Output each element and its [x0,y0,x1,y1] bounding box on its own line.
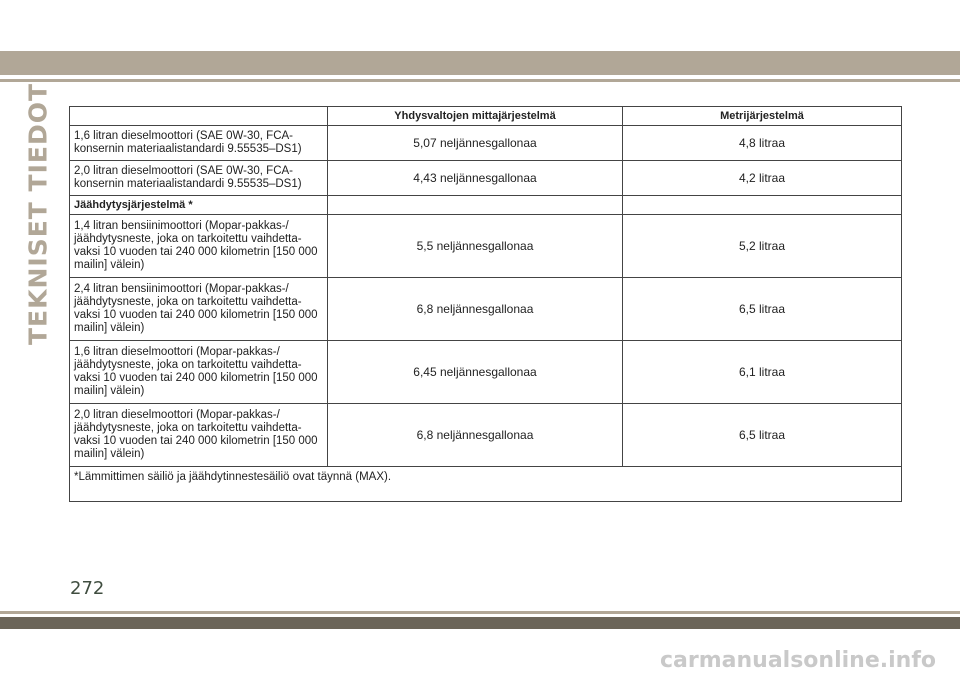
table-row [70,278,902,341]
row-label: 1,6 litran dieselmoottori (Mopar-pakkas-/ jäähdytysneste, joka on tarkoitettu vaihdetta-vaksi 10 vuoden tai 240 000 kilometrin [150 000 mailin] välein) [70,341,328,404]
bottom-decor-line [0,611,960,614]
table-row [70,215,902,278]
section-title: Jäähdytysjärjestelmä * [70,196,328,215]
row-us-value: 5,07 neljännesgallonaa [328,126,623,161]
page-number: 272 [70,578,105,599]
table-row [70,341,902,404]
header-us-system: Yhdysvaltojen mittajärjestelmä [328,107,623,126]
header-empty [70,107,328,126]
row-us-value: 6,45 neljännesgallonaa [328,341,623,404]
row-metric-value: 6,5 litraa [623,404,902,467]
row-label: 2,4 litran bensiinimoottori (Mopar-pakkas-/ jäähdytysneste, joka on tarkoitettu vaihdetta-vaksi 10 vuoden tai 240 000 kilometrin [150 000 mailin] välein) [70,278,328,341]
section-header-row [70,196,902,215]
row-us-value: 5,5 neljännesgallonaa [328,215,623,278]
capacity-table [69,106,902,502]
row-label: 2,0 litran dieselmoottori (Mopar-pakkas-/ jäähdytysneste, joka on tarkoitettu vaihdetta-vaksi 10 vuoden tai 240 000 kilometrin [150 000 mailin] välein) [70,404,328,467]
table-footnote: *Lämmittimen säiliö ja jäähdytinnestesäiliö ovat täynnä (MAX). [70,467,902,502]
table-row [70,404,902,467]
table-row [70,126,902,161]
header-metric-system: Metrijärjestelmä [623,107,902,126]
table-header-row [70,107,902,126]
row-us-value: 6,8 neljännesgallonaa [328,404,623,467]
watermark: carmanualsonline.info [660,648,936,673]
section-side-title: TEKNISET TIEDOT [23,82,53,346]
row-label: 1,4 litran bensiinimoottori (Mopar-pakkas-/ jäähdytysneste, joka on tarkoitettu vaihdetta-vaksi 10 vuoden tai 240 000 kilometrin [150 000 mailin] välein) [70,215,328,278]
row-us-value: 6,8 neljännesgallonaa [328,278,623,341]
table-row [70,161,902,196]
section-empty-cell [623,196,902,215]
row-metric-value: 6,1 litraa [623,341,902,404]
top-decor-band [0,51,960,75]
footnote-row [70,467,902,502]
row-metric-value: 4,8 litraa [623,126,902,161]
row-metric-value: 4,2 litraa [623,161,902,196]
section-empty-cell [328,196,623,215]
row-us-value: 4,43 neljännesgallonaa [328,161,623,196]
top-decor-line [0,79,960,82]
row-label: 1,6 litran dieselmoottori (SAE 0W-30, FCA-konsernin materiaalistandardi 9.55535–DS1) [70,126,328,161]
row-label: 2,0 litran dieselmoottori (SAE 0W-30, FCA-konsernin materiaalistandardi 9.55535–DS1) [70,161,328,196]
bottom-decor-band [0,617,960,629]
row-metric-value: 5,2 litraa [623,215,902,278]
row-metric-value: 6,5 litraa [623,278,902,341]
